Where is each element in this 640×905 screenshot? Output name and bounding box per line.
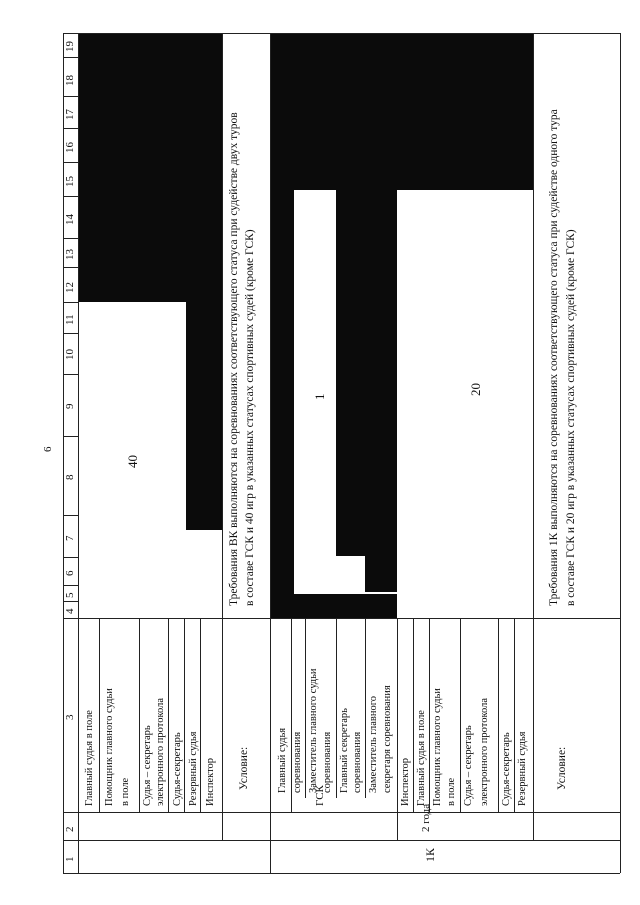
gsk-value: 1 [312,393,327,400]
bottom-condition-line-2: в составе ГСК и 20 игр в указанных статусах спортивных судей (кроме ГСК) [565,229,577,606]
gsk-row-2 [336,618,337,798]
table-border-right [620,33,621,873]
bottom-role-7-label: Судья-секретарь [501,732,512,806]
table-border-bottom [63,873,620,874]
bottom-dark-gsk-band [271,190,294,618]
bottom-condition-divider [533,33,534,840]
top-block-role-divider-2 [139,618,140,812]
col-header-14: 14 [64,214,76,225]
col-header-13: 13 [64,249,76,260]
gsk-row-3 [365,618,366,798]
col-header-5: 5 [64,592,76,598]
bottom-role-2 [429,618,430,812]
bottom-role-6-label: электронного протокола [479,697,490,806]
top-role-3: в поле [120,777,131,806]
col-sep-8-9 [63,436,78,437]
col-header-9: 9 [64,403,76,409]
bottom-role-1 [413,618,414,812]
col-sep-5-6 [63,585,78,586]
col-sep-17-18 [63,96,78,97]
bottom-block-value: 20 [468,383,483,396]
col-header-18: 18 [64,75,76,86]
col-sep-4-5 [63,601,78,602]
col-header-19: 19 [64,41,76,52]
page-number: 6 [42,446,54,452]
bottom-dark-mid [336,190,365,556]
top-role-2: Помощник главного судьи [104,688,115,806]
bottom-dark-gsk-col4 [294,594,397,618]
gsk-role-8: секретаря соревнования [382,685,393,793]
top-condition-label: Условие: [238,746,250,790]
col-sep-7-8 [63,515,78,516]
bottom-condition-line-1: Требования 1К выполняются на соревнованиях соответствующего статуса при судействе одного тура [548,109,560,606]
col-header-7: 7 [64,535,76,541]
top-condition-line-2: в составе ГСК и 40 игр в указанных статусах спортивных судей (кроме ГСК) [244,229,256,606]
gsk-role-3: Заместитель главного судьи [308,668,319,793]
top-role-6: Судья-секретарь [172,732,183,806]
bottom-condition-label: Условие: [556,746,568,790]
top-role-5: электронного протокола [155,697,166,806]
gsk-role-2: соревнования [292,731,303,793]
col-header-16: 16 [64,142,76,153]
gsk-role-1: Главный судья [277,727,288,793]
top-role-4: Судья – секретарь [142,725,153,806]
col-sep-3-4 [63,618,620,619]
col-sep-11-12 [63,302,78,303]
bottom-role-5 [514,618,515,812]
gsk-label: ГСК [314,785,326,806]
col-sep-18-19 [63,57,78,58]
gsk-end [397,618,398,840]
col-sep-14-15 [63,196,78,197]
top-block-role-divider-3 [168,618,169,812]
bottom-role-2-label: Главный судья в поле [416,710,427,806]
col-header-15: 15 [64,176,76,187]
top-role-1: Главный судья в поле [84,710,95,806]
top-role-8: Инспектор [205,757,216,806]
top-block-role-divider-1 [99,618,100,812]
gsk-role-7: Заместитель главного [368,695,379,793]
col-header-17: 17 [64,109,76,120]
top-block-dark-low-rows [186,302,222,530]
top-block-value: 40 [125,455,140,468]
col-header-1: 1 [64,856,76,862]
top-block-role-divider-4 [184,618,185,812]
col-sep-9-10 [63,374,78,375]
col-header-12: 12 [64,282,76,293]
col-sep-10-11 [63,333,78,334]
top-block-condition-divider [222,33,223,840]
top-condition-line-1: Требования ВК выполняются на соревнованиях соответствующего статуса при судействе двух туров [228,112,240,606]
table-border-left [63,33,64,873]
col-header-11: 11 [64,314,76,325]
bottom-role-4 [498,618,499,812]
col-sep-16-17 [63,128,78,129]
col-header-4: 4 [64,608,76,614]
bottom-dark-upper [271,34,533,190]
bottom-role-1-label: Инспектор [400,757,411,806]
bottom-role-4-label: в поле [446,777,457,806]
top-role-7: Резервный судья [188,731,199,806]
top-block-dark-12-19 [79,34,222,302]
bottom-role-5-label: Судья – секретарь [463,725,474,806]
col-sep-2-3 [63,812,620,813]
col-sep-6-7 [63,557,78,558]
period-label: 2 года [420,803,432,832]
col-sep-12-13 [63,267,78,268]
category-label: 1К [423,847,437,862]
bottom-dark-right-gsk [365,190,397,592]
gsk-row-1 [305,618,306,798]
bottom-role-3-label: Помощник главного судьи [432,688,443,806]
col-sep-1-2 [63,840,620,841]
col-sep-15-16 [63,162,78,163]
field-value-area [397,190,533,618]
bottom-role-3 [460,618,461,812]
col-header-3: 3 [64,714,76,720]
col-header-2: 2 [64,826,76,832]
top-block-role-divider-5 [200,618,201,812]
gsk-role-6: соревнования [352,731,363,793]
gsk-value-area [294,190,336,594]
col-header-10: 10 [64,349,76,360]
bottom-role-8-label: Резервный судья [517,731,528,806]
col-sep-13-14 [63,238,78,239]
gsk-role-5: Главный секретарь [339,708,350,793]
gsk-role-4: соревнования [322,731,333,793]
col-header-8: 8 [64,474,76,480]
col-header-6: 6 [64,570,76,576]
